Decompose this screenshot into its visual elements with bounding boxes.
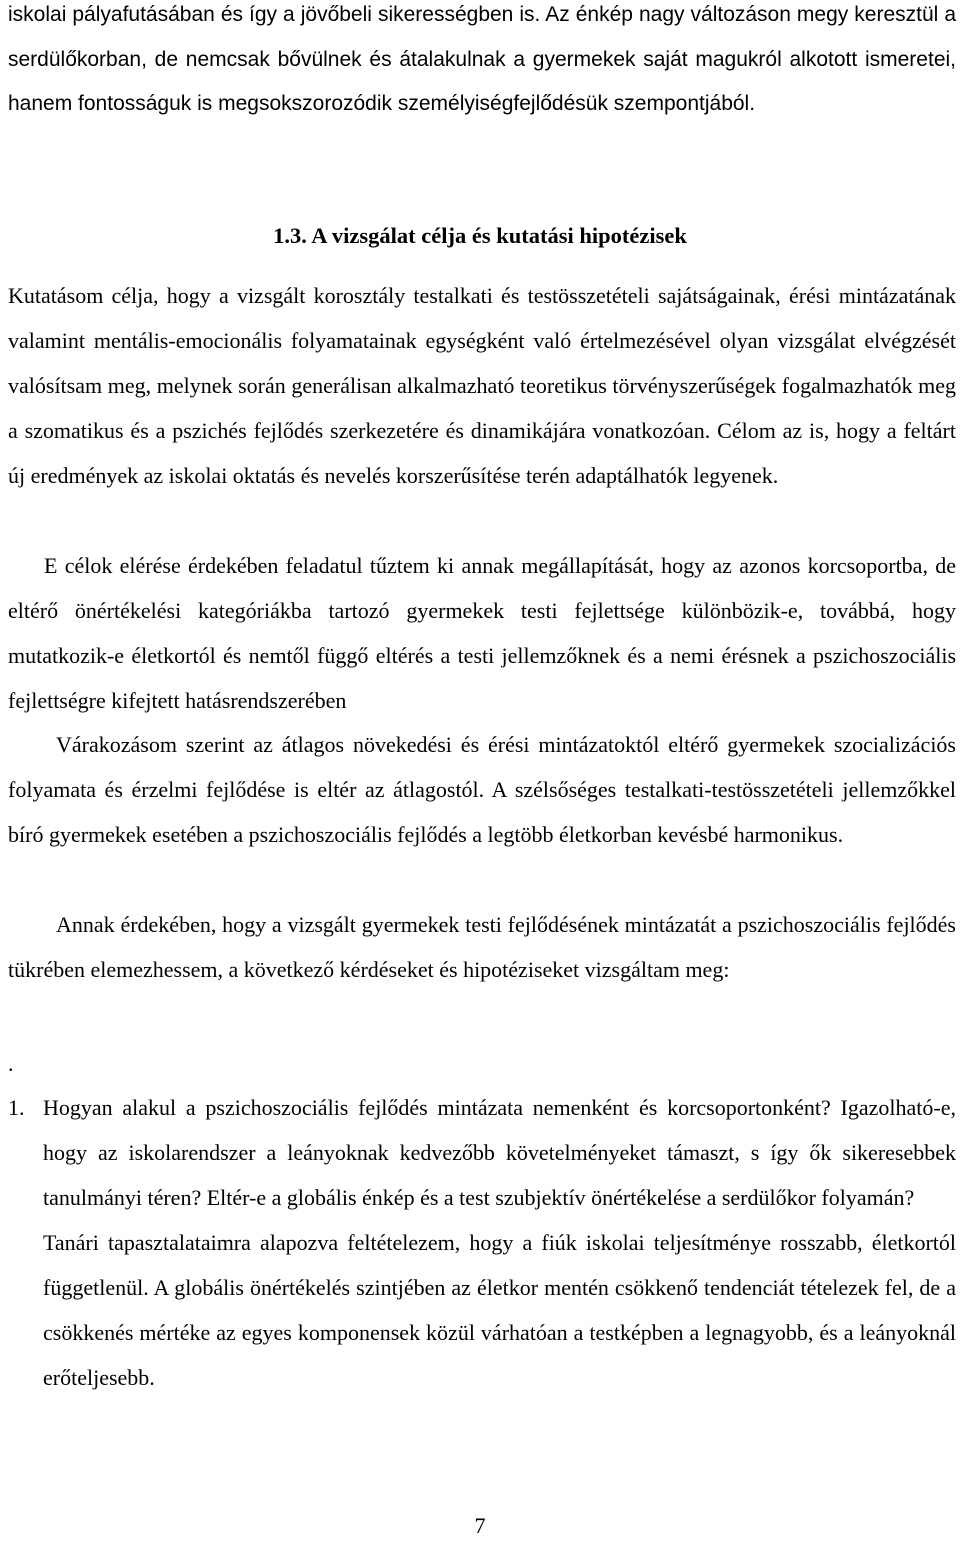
section-heading: 1.3. A vizsgálat célja és kutatási hipotézisek: [273, 223, 687, 248]
page-number: 7: [474, 1513, 486, 1538]
objectives-paragraph: E célok elérése érdekében feladatul tűztem ki annak megállapítását, hogy az azonos korcsoportba, de eltérő önértékelési kategóriákba tartozó gyermekek testi fejlettsége különbözik-e, továbbá, hogy mutatkozik-e életkortól és nemtől függő eltérés a testi jellemzőknek és a nemi érésnek a pszichoszociális fejlettségre kifejtett hatásrendszerében: [8, 553, 956, 713]
intro-paragraph: iskolai pályafutásában és így a jövőbeli sikerességben is. Az énkép nagy változáson megy keresztül a serdülőkorban, de nemcsak bővülnek és átalakulnak a gyermekek saját magukról alkotott ismeretei, hanem fontosságuk is megsokszorozódik személyiségfejlődésük szempontjából.: [8, 3, 956, 115]
question-list: [8, 1085, 956, 1400]
question-number: 1.: [8, 1095, 25, 1120]
questions-intro-paragraph: Annak érdekében, hogy a vizsgált gyermekek testi fejlődésének mintázatát a pszichoszociális fejlődés tükrében elemezhessem, a következő kérdéseket és hipotéziseket vizsgáltam meg:: [8, 912, 956, 982]
list-item: [8, 1085, 956, 1400]
question-text: Hogyan alakul a pszichoszociális fejlődés mintázata nemenként és korcsoportonként? Igazolható-e, hogy az iskolarendszer a leányoknak kedvezőbb követelményeket támaszt, s így ők sikeresebbek tanulmányi téren? Eltér-e a globális énkép és a test szubjektív önértékelése a serdülőkor folyamán?: [43, 1095, 956, 1210]
separator-dot: .: [8, 1051, 14, 1076]
expectation-paragraph: Várakozásom szerint az átlagos növekedési és érési mintázatoktól eltérő gyermekek szocializációs folyamata és érzelmi fejlődése is eltér az átlagostól. A szélsőséges testalkati-testösszetételi jellemzőkkel bíró gyermekek esetében a pszichoszociális fejlődés a legtöbb életkorban kevésbé harmonikus.: [8, 732, 956, 847]
hypothesis-text: Tanári tapasztalataimra alapozva feltételezem, hogy a fiúk iskolai teljesítménye rosszabb, életkortól függetlenül. A globális önértékelés szintjében az életkor mentén csökkenő tendenciát tételezek fel, de a csökkenés mértéke az egyes komponensek közül várhatóan a testképben a legnagyobb, és a leányoknál erőteljesebb.: [43, 1230, 956, 1390]
aim-paragraph: Kutatásom célja, hogy a vizsgált korosztály testalkati és testösszetételi sajátságainak, érési mintázatának valamint mentális-emocionális folyamatainak egységként való értelmezésével olyan vizsgálat elvégzését valósítsam meg, melynek során generálisan alkalmazható teoretikus törvényszerűségek fogalmazhatók meg a szomatikus és a pszichés fejlődés szerkezetére és dinamikájára vonatkozóan. Célom az is, hogy a feltárt új eredmények az iskolai oktatás és nevelés korszerűsítése terén adaptálhatók legyenek.: [8, 283, 956, 488]
